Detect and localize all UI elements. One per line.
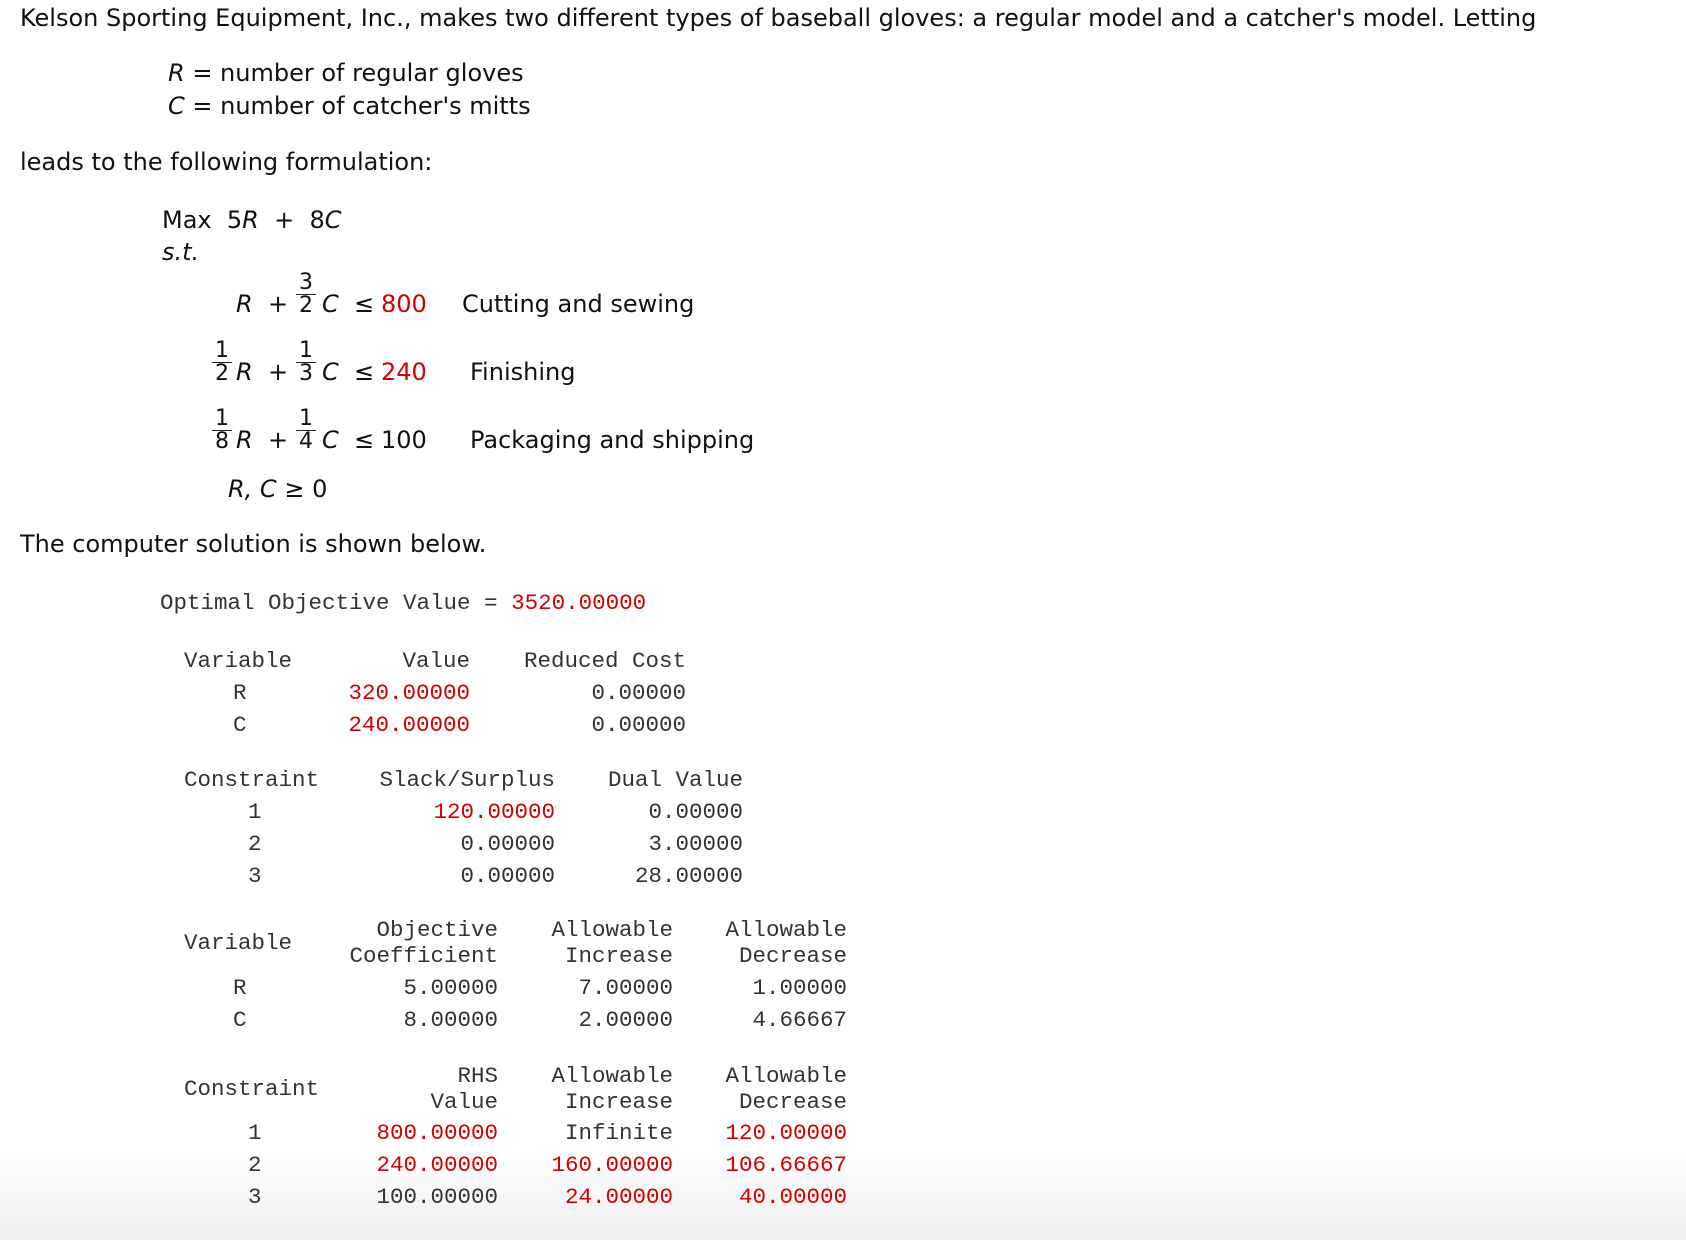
lead-text: leads to the following formulation: [20,148,433,176]
nonnegativity: R, C ≥ 0 [228,475,328,503]
optimal-objective: Optimal Objective Value = 3520.00000 [160,590,647,616]
solution-intro: The computer solution is shown below. [20,530,487,558]
subject-to-label: s.t. [162,238,200,266]
constraint-3-label: Packaging and shipping [470,426,755,454]
constraint-2-rhs: 240 [381,358,427,386]
definition-r: R = number of regular gloves [168,59,524,87]
objective-function: Max 5R + 8C [162,206,342,234]
intro-text: Kelson Sporting Equipment, Inc., makes two different types of baseball gloves: a regular model and a catcher's model. Letting [20,4,1537,32]
constraint-1-rhs: 800 [381,290,427,318]
constraint-1-label: Cutting and sewing [462,290,695,318]
definition-c: C = number of catcher's mitts [168,92,531,120]
constraint-2-label: Finishing [470,358,576,386]
constraint-3-rhs: 100 [381,426,427,454]
